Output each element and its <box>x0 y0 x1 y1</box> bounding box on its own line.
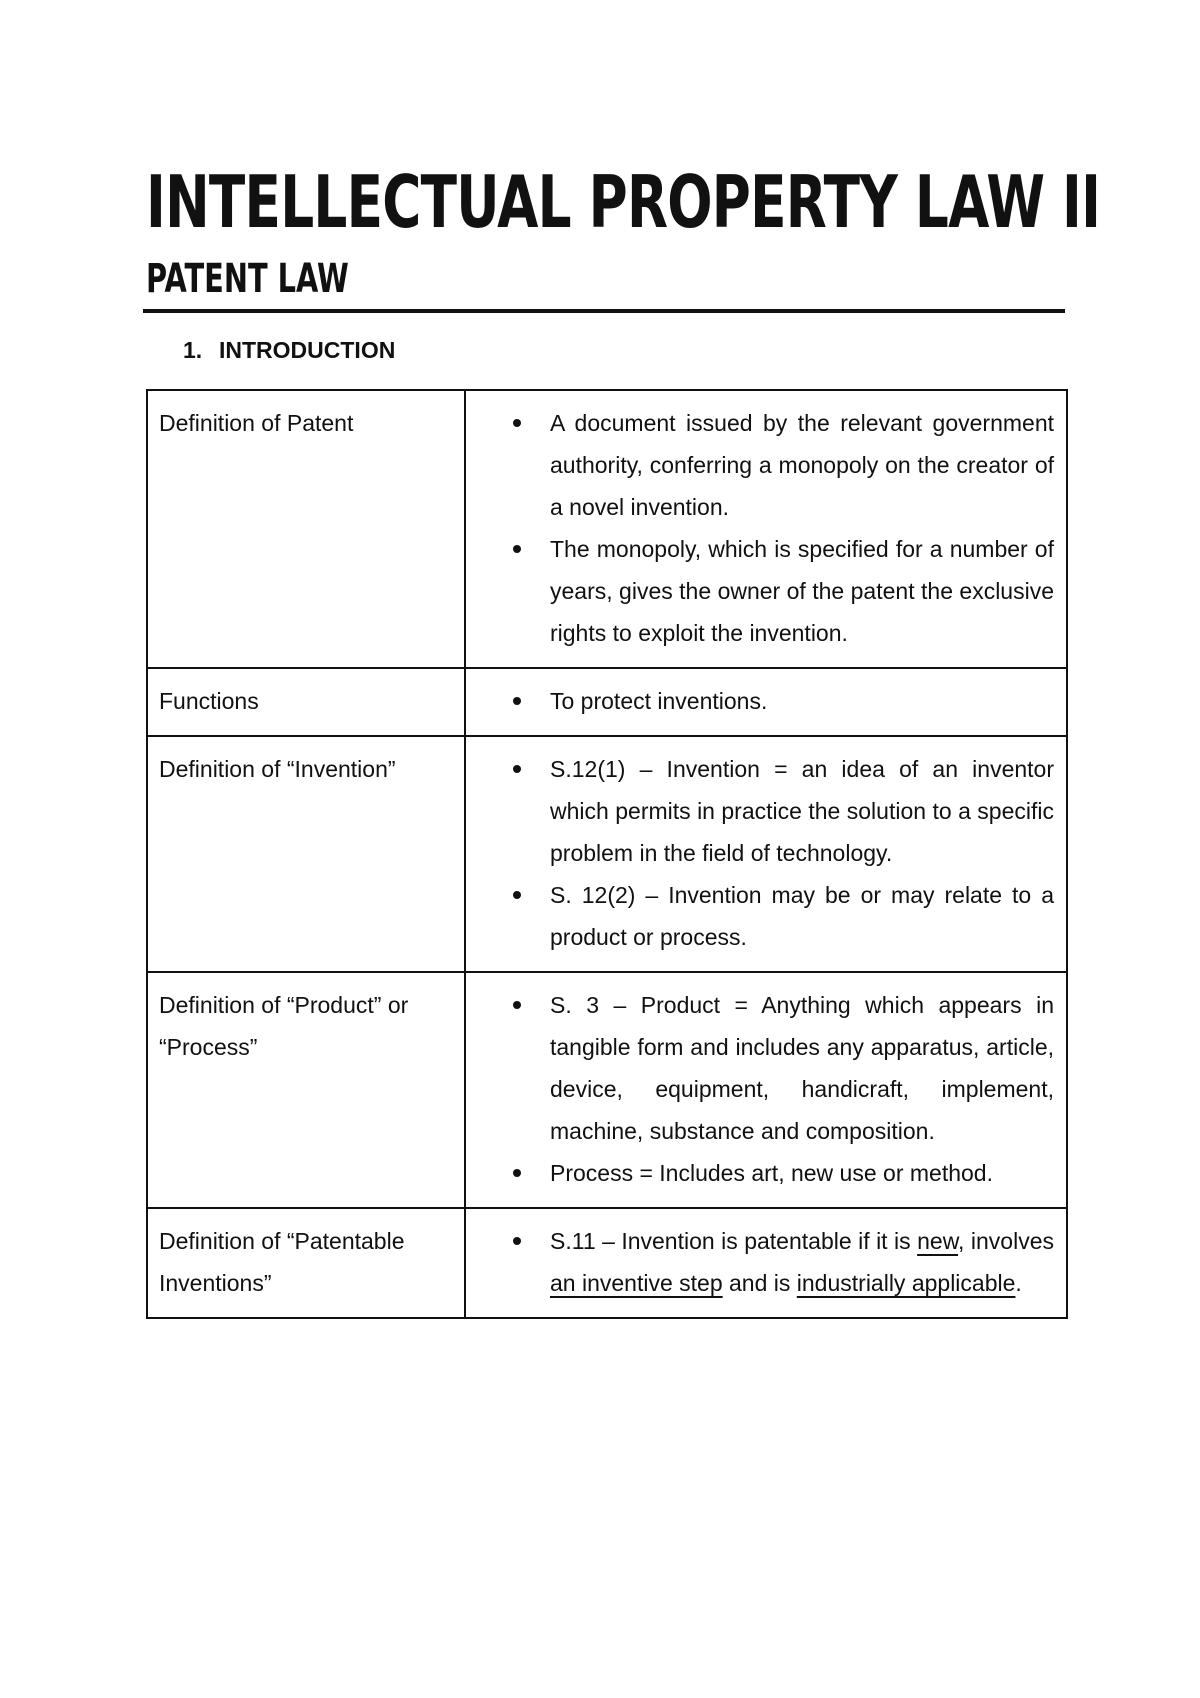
title-divider <box>143 309 1065 313</box>
list-item <box>466 680 1054 722</box>
bullet-text: A document issued by the relevant government authority, conferring a monopoly on the creator of a novel invention. <box>550 410 1054 520</box>
bullet-text-intro: S.11 – Invention is patentable if it is <box>550 1228 918 1254</box>
term-cell <box>147 736 465 972</box>
bullet-text: S. 12(2) – Invention may be or may relate to a product or process. <box>550 882 1054 950</box>
bullet-icon <box>513 1001 521 1009</box>
bullet-text: To protect inventions. <box>550 688 768 714</box>
list-item <box>466 874 1054 958</box>
table-row <box>147 972 1067 1208</box>
section-heading <box>183 333 395 367</box>
term-label: Functions <box>159 688 259 714</box>
explanation-cell <box>465 972 1067 1208</box>
bullet-text: S. 3 – Product = Anything which appears in tangible form and includes any apparatus, article, device, equipment, handicraft, implement, machine, substance and composition. <box>550 992 1054 1144</box>
bullet-icon <box>513 697 521 705</box>
bullet-text: The monopoly, which is specified for a number of years, gives the owner of the patent the exclusive rights to exploit the invention. <box>550 536 1054 646</box>
term-cell <box>147 668 465 736</box>
explanation-cell <box>465 736 1067 972</box>
definitions-table <box>146 389 1068 1319</box>
list-item <box>466 984 1054 1152</box>
term-label: Definition of “Invention” <box>159 756 396 782</box>
table-row <box>147 1208 1067 1318</box>
section-title: INTRODUCTION <box>219 337 396 363</box>
bullet-list <box>466 669 1066 735</box>
section-number: 1. <box>183 337 203 363</box>
term-label: Definition of Patent <box>159 410 354 436</box>
document-title: INTELLECTUAL PROPERTY LAW II <box>146 160 1101 244</box>
table-row <box>147 668 1067 736</box>
term-cell <box>147 390 465 668</box>
bullet-icon <box>513 891 521 899</box>
explanation-cell <box>465 1208 1067 1318</box>
term-cell <box>147 972 465 1208</box>
bullet-icon <box>513 545 521 553</box>
bullet-icon <box>513 419 521 427</box>
document-subtitle: PATENT LAW <box>146 256 349 302</box>
list-item <box>466 528 1054 654</box>
underlined-term-new: new <box>917 1228 959 1254</box>
list-item <box>466 1220 1054 1304</box>
bullet-text-end: . <box>1015 1270 1022 1296</box>
list-item <box>466 402 1054 528</box>
underlined-term-industrially-applicable: industrially applicable <box>796 1270 1016 1296</box>
underlined-term-inventive-step: an inventive step <box>550 1270 723 1296</box>
table-row <box>147 736 1067 972</box>
term-label: Definition of “Product” or “Process” <box>159 992 409 1060</box>
bullet-list <box>466 1209 1066 1317</box>
explanation-cell <box>465 668 1067 736</box>
bullet-list <box>466 391 1066 667</box>
bullet-icon <box>513 1169 521 1177</box>
bullet-list <box>466 973 1066 1207</box>
bullet-text-separator: and is <box>722 1270 797 1296</box>
bullet-icon <box>513 765 521 773</box>
explanation-cell <box>465 390 1067 668</box>
bullet-text: S.12(1) – Invention = an idea of an inventor which permits in practice the solution to a specific problem in the field of technology. <box>550 756 1054 866</box>
list-item <box>466 748 1054 874</box>
bullet-text-separator: , involves <box>958 1228 1054 1254</box>
bullet-text: Process = Includes art, new use or method. <box>550 1160 993 1186</box>
list-item <box>466 1152 1054 1194</box>
term-label: Definition of “Patentable Inventions” <box>159 1228 405 1296</box>
bullet-list <box>466 737 1066 971</box>
table-row <box>147 390 1067 668</box>
definitions-table-wrapper <box>146 389 1064 1319</box>
bullet-icon <box>513 1237 521 1245</box>
term-cell <box>147 1208 465 1318</box>
